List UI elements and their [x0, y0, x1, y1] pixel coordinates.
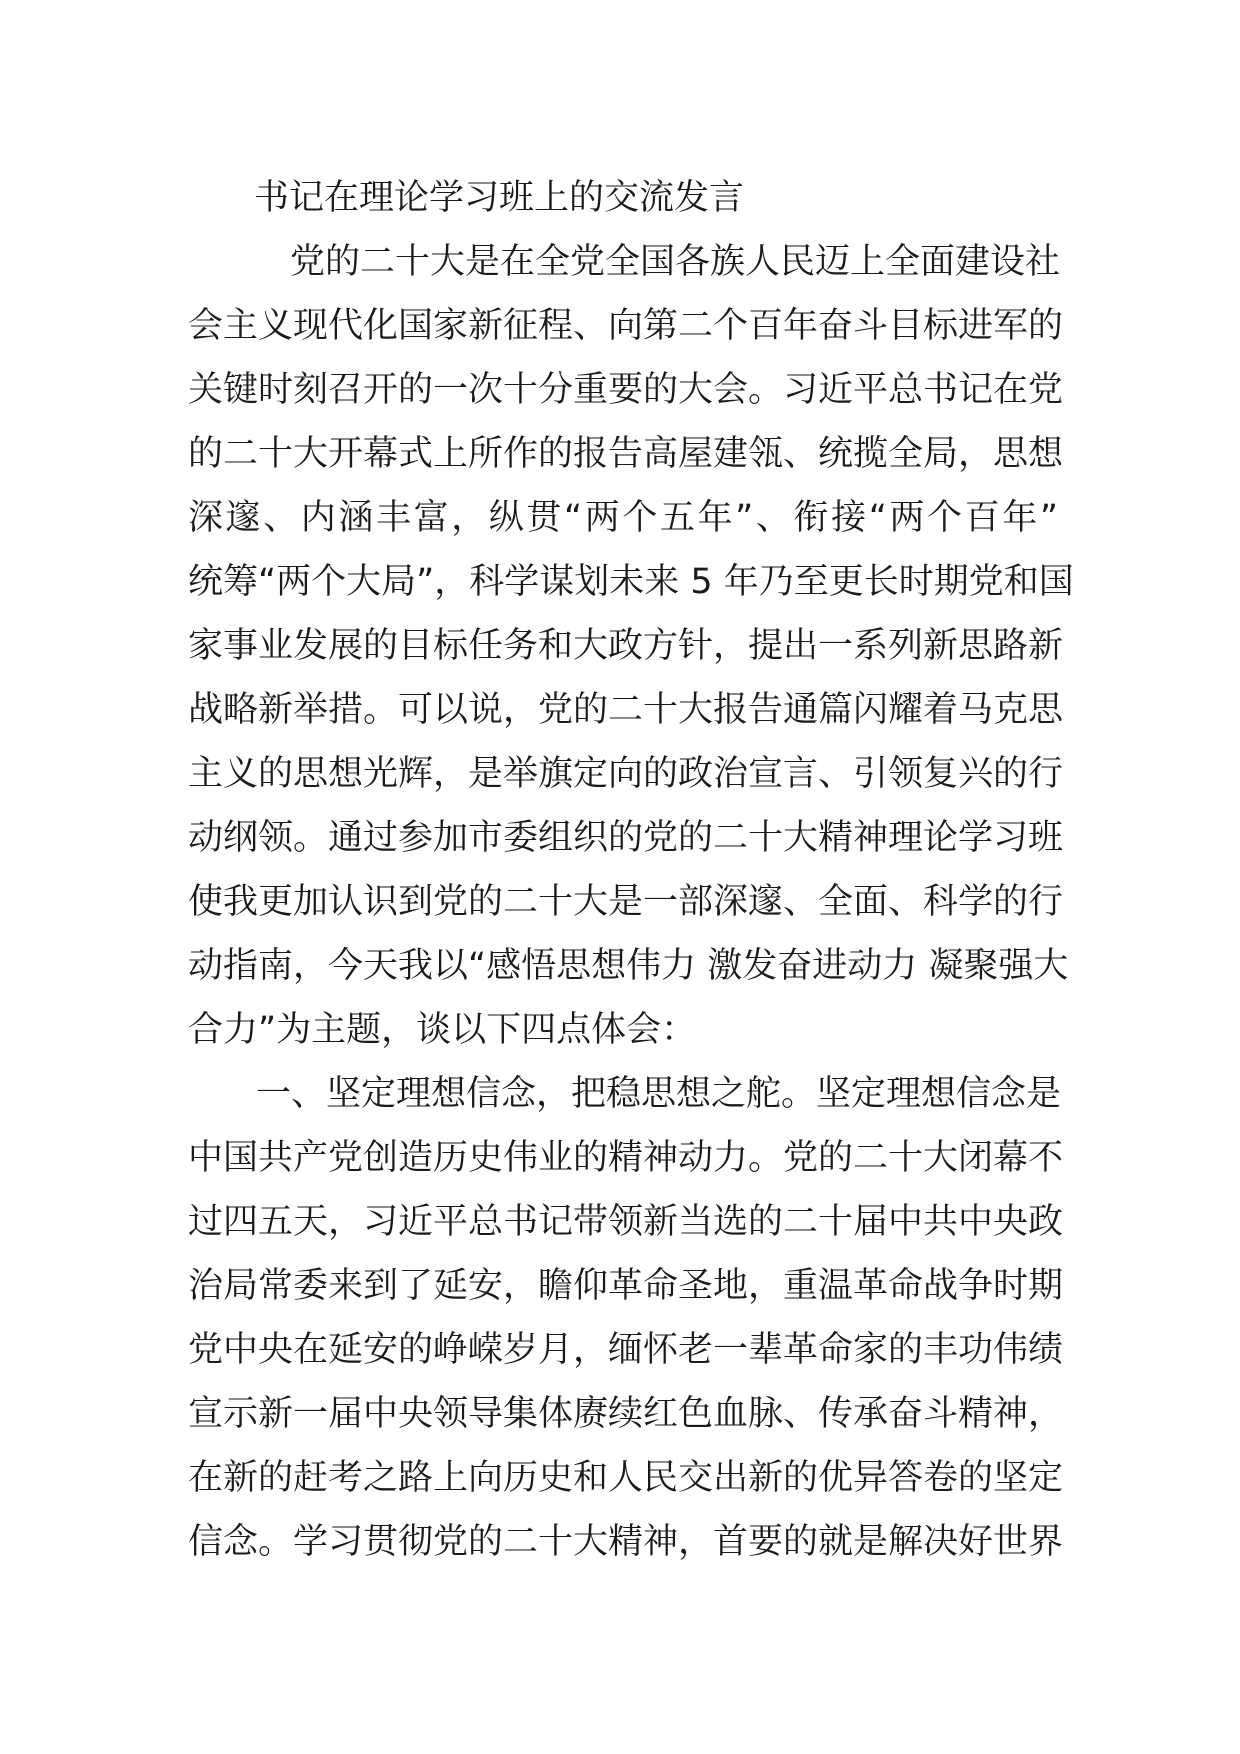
text-line: 党中央在延安的峥嵘岁月，缅怀老一辈革命家的丰功伟绩	[188, 1330, 1064, 1370]
text-line: 战略新举措。可以说，党的二十大报告通篇闪耀着马克思	[188, 690, 1064, 730]
text-line: 关键时刻召开的一次十分重要的大会。习近平总书记在党	[188, 370, 1064, 410]
text-line: 信念。学习贯彻党的二十大精神，首要的就是解决好世界	[188, 1522, 1064, 1562]
text-line: 治局常委来到了延安，瞻仰革命圣地，重温革命战争时期	[188, 1266, 1064, 1306]
text-line: 过四五天，习近平总书记带领新当选的二十届中共中央政	[188, 1202, 1064, 1242]
text-line: 使我更加认识到党的二十大是一部深邃、全面、科学的行	[188, 882, 1064, 922]
text-line: 统筹“两个大局”，科学谋划未来 5 年乃至更长时期党和国	[188, 562, 1074, 602]
text-line: 合力”为主题，谈以下四点体会：	[188, 1010, 697, 1050]
text-line: 家事业发展的目标任务和大政方针，提出一系列新思路新	[188, 626, 1064, 666]
text-line: 动指南，今天我以“感悟思想伟力 激发奋进动力 凝聚强大	[188, 946, 1069, 986]
text-line: 主义的思想光辉，是举旗定向的政治宣言、引领复兴的行	[188, 754, 1064, 794]
text-line: 的二十大开幕式上所作的报告高屋建瓴、统揽全局，思想	[188, 434, 1064, 474]
text-line: 会主义现代化国家新征程、向第二个百年奋斗目标进军的	[188, 306, 1064, 346]
text-line: 党的二十大是在全党全国各族人民迈上全面建设社	[290, 242, 1061, 282]
text-line: 一、坚定理想信念，把稳思想之舵。坚定理想信念是	[256, 1074, 1062, 1114]
text-line: 中国共产党创造历史伟业的精神动力。党的二十大闭幕不	[188, 1138, 1064, 1178]
text-line: 动纲领。通过参加市委组织的党的二十大精神理论学习班	[188, 818, 1064, 858]
text-line: 在新的赶考之路上向历史和人民交出新的优异答卷的坚定	[188, 1458, 1064, 1498]
text-line: 深邃、内涵丰富，纵贯“两个五年”、衔接“两个百年”	[188, 498, 1058, 538]
document-title: 书记在理论学习班上的交流发言	[254, 178, 745, 218]
text-line: 宣示新一届中央领导集体赓续红色血脉、传承奋斗精神，	[188, 1394, 1064, 1434]
